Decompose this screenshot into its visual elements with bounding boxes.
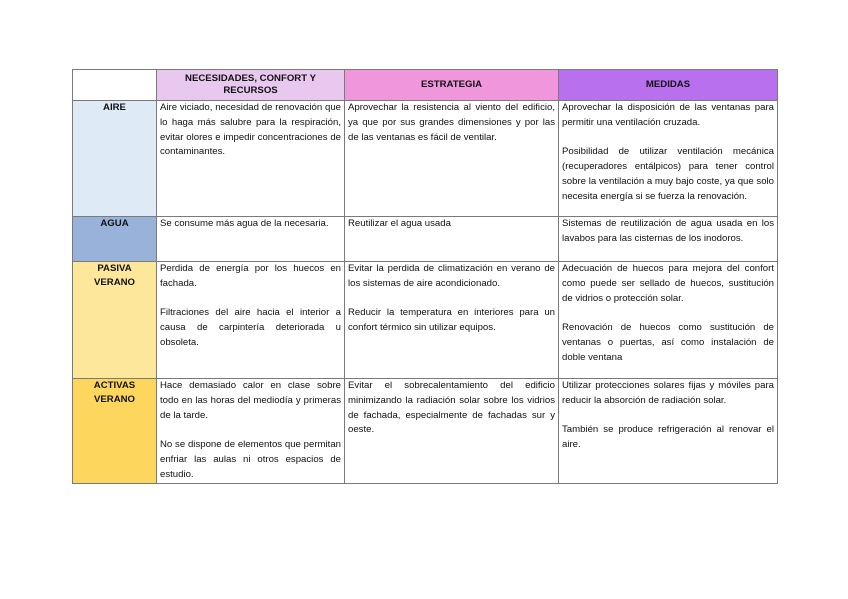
cell-medidas-aire (559, 101, 778, 217)
cell-paragraph: Evitar la perdida de climatización en verano de los sistemas de aire acondicionado. (348, 263, 555, 289)
cell-medidas-agua (559, 217, 778, 262)
cell-medidas-pasiva (559, 262, 778, 379)
row-label-line: PASIVA (97, 263, 132, 274)
row-label-line: ACTIVAS (93, 380, 136, 391)
cell-necesidades-pasiva (157, 262, 345, 379)
paragraph-gap (562, 131, 774, 146)
cell-estrategia-agua (345, 217, 559, 262)
cell-paragraph: Sistemas de reutilización de agua usada en los lavabos para las cisternas de los inodoros. (562, 218, 774, 244)
cell-paragraph: Utilizar protecciones solares fijas y móviles para reducir la absorción de radiación solar. (562, 380, 774, 406)
cell-necesidades-agua (157, 217, 345, 262)
header-estrategia: ESTRATEGIA (345, 70, 559, 101)
strategies-table (72, 69, 778, 484)
cell-paragraph: Aprovechar la disposición de las ventanas para permitir una ventilación cruzada. (562, 102, 774, 128)
cell-paragraph: Reutilizar el agua usada (348, 218, 451, 229)
header-medidas: MEDIDAS (559, 70, 778, 101)
cell-estrategia-activas (345, 379, 559, 484)
cell-paragraph: Adecuación de huecos para mejora del confort como puede ser sellado de huecos, sustitución de vidrios o protección solar. (562, 263, 774, 304)
cell-paragraph: También se produce refrigeración al renovar el aire. (562, 424, 774, 451)
cell-paragraph: No se dispone de elementos que permitan enfriar las aulas ni otros espacios de estudio. (160, 439, 341, 480)
table-row-agua (73, 217, 778, 262)
row-label-aire: AIRE (73, 101, 157, 217)
row-label-line: VERANO (93, 394, 136, 405)
cell-estrategia-aire (345, 101, 559, 217)
cell-paragraph: Aire viciado, necesidad de renovación que lo haga más salubre para la respiración, evitar olores e impedir concentraciones de contaminantes. (160, 102, 341, 158)
row-label-pasiva-verano (73, 262, 157, 379)
cell-medidas-activas (559, 379, 778, 484)
cell-paragraph: Renovación de huecos como sustitución de ventanas o puertas, así como instalación de doble ventana (562, 322, 774, 363)
cell-paragraph: Reducir la temperatura en interiores para un confort térmico sin utilizar equipos. (348, 307, 555, 334)
cell-paragraph: Se consume más agua de la necesaria. (160, 218, 329, 229)
header-corner-cell (73, 70, 157, 101)
row-label-line: VERANO (93, 277, 136, 288)
cell-paragraph: Aprovechar la resistencia al viento del edificio, ya que por sus grandes dimensiones y por las de las ventanas es fácil de ventilar. (348, 102, 555, 143)
header-necesidades: NECESIDADES, CONFORT Y RECURSOS (157, 70, 345, 101)
cell-estrategia-pasiva (345, 262, 559, 379)
table-row-aire (73, 101, 778, 217)
paragraph-gap (348, 292, 555, 307)
paragraph-gap (562, 306, 774, 321)
header-row (73, 70, 778, 101)
row-label-activas-verano (73, 379, 157, 484)
row-label-agua: AGUA (73, 217, 157, 262)
cell-paragraph: Posibilidad de utilizar ventilación mecánica (recuperadores entálpicos) para tener control sobre la ventilación a muy bajo coste, ya que solo necesita energía si se fuerza la renovación. (562, 146, 774, 202)
paragraph-gap (160, 292, 341, 307)
paragraph-gap (160, 423, 341, 438)
cell-paragraph: Filtraciones del aire hacia el interior a causa de carpintería deteriorada u obsoleta. (160, 307, 341, 348)
cell-necesidades-aire (157, 101, 345, 217)
cell-paragraph: Perdida de energía por los huecos en fachada. (160, 263, 341, 289)
cell-necesidades-activas (157, 379, 345, 484)
cell-paragraph: Evitar el sobrecalentamiento del edificio minimizando la radiación solar sobre los vidrios de fachada, especialmente de fachadas sur y oeste. (348, 380, 555, 436)
paragraph-gap (562, 409, 774, 424)
table-row-pasiva-verano (73, 262, 778, 379)
table-row-activas-verano (73, 379, 778, 484)
cell-paragraph: Hace demasiado calor en clase sobre todo en las horas del mediodía y primeras de la tarde. (160, 380, 341, 421)
